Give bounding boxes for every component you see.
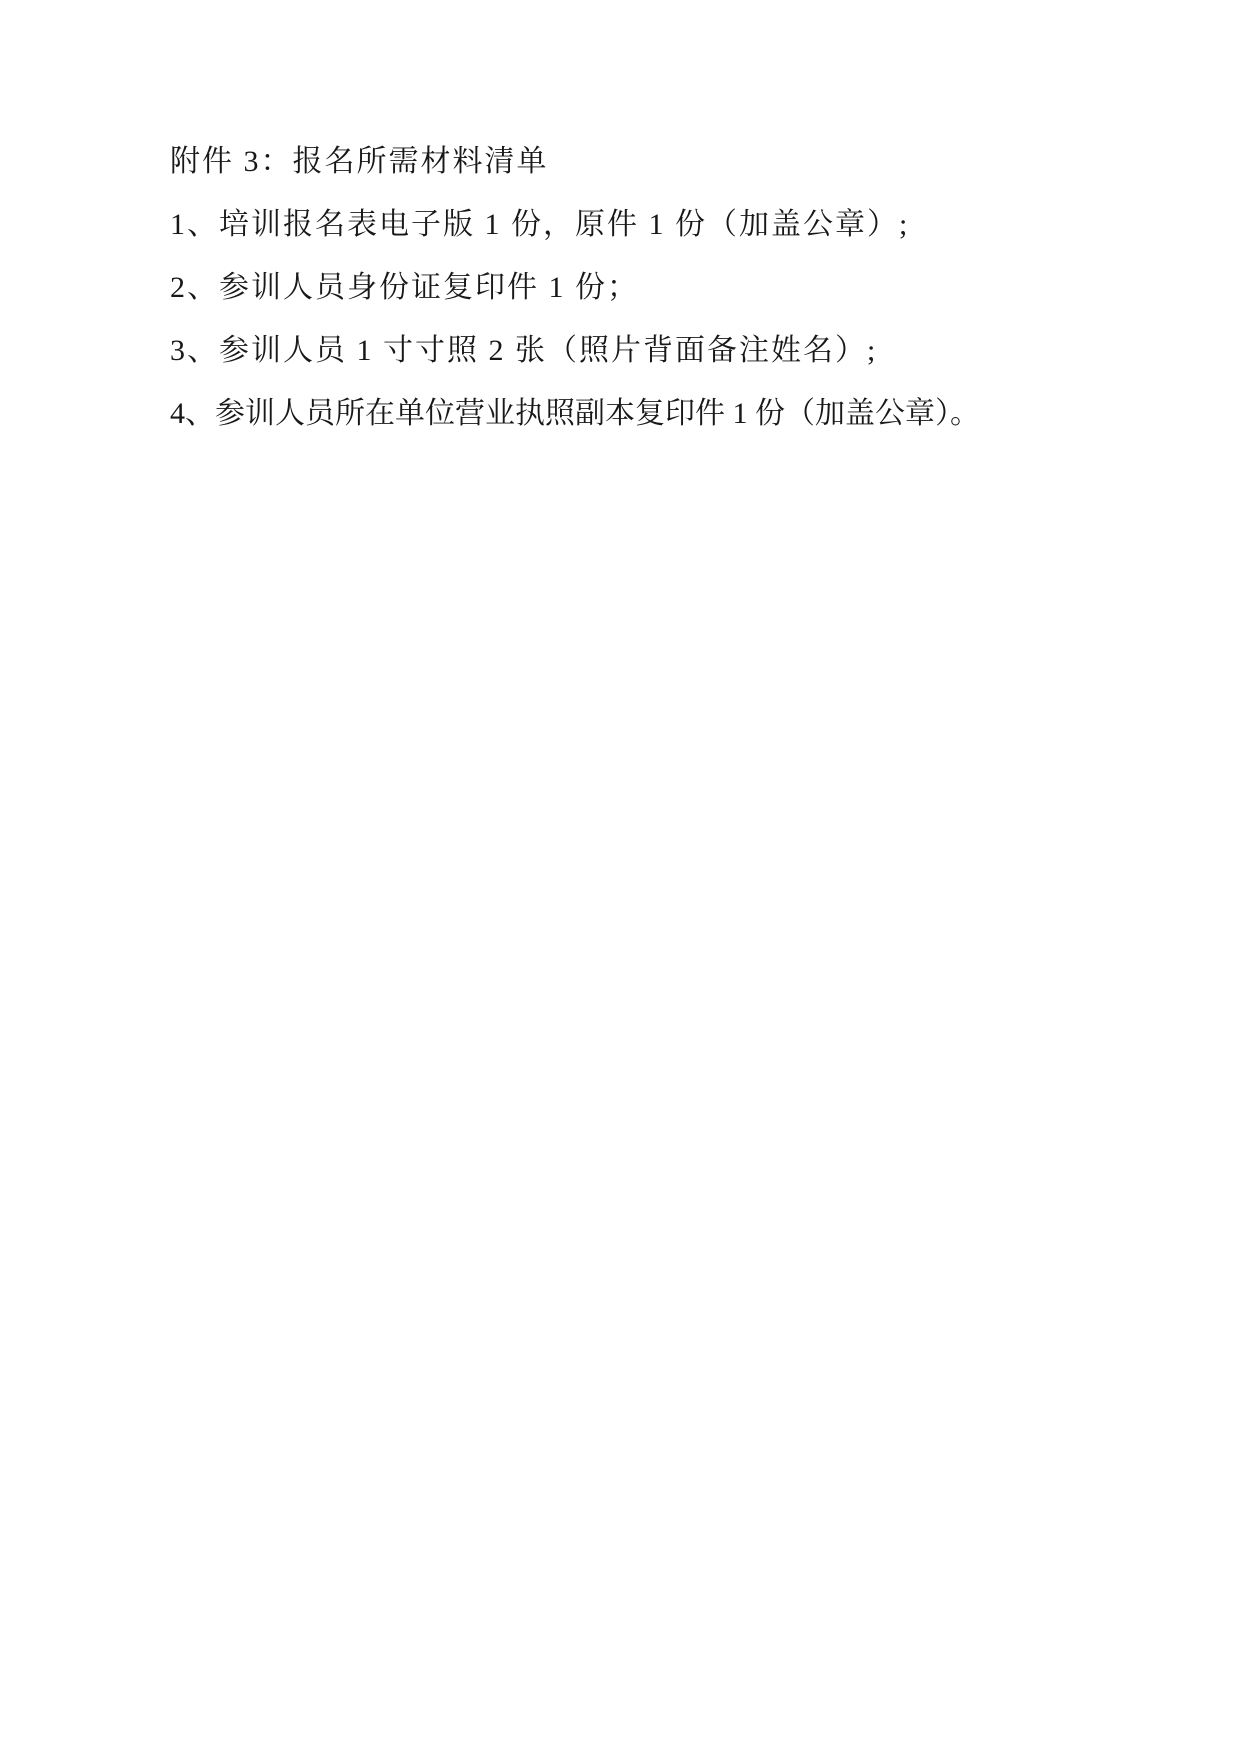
list-item-1: 1、培训报名表电子版 1 份，原件 1 份（加盖公章）; <box>170 208 910 241</box>
document-content <box>170 146 1150 461</box>
attachment-title: 附件 3：报名所需材料清单 <box>170 145 549 178</box>
list-item-2: 2、参训人员身份证复印件 1 份； <box>170 271 639 304</box>
list-item-3: 3、参训人员 1 寸寸照 2 张（照片背面备注姓名）; <box>170 334 878 367</box>
list-item-4: 4、参训人员所在单位营业执照副本复印件 1 份（加盖公章）。 <box>170 397 980 430</box>
